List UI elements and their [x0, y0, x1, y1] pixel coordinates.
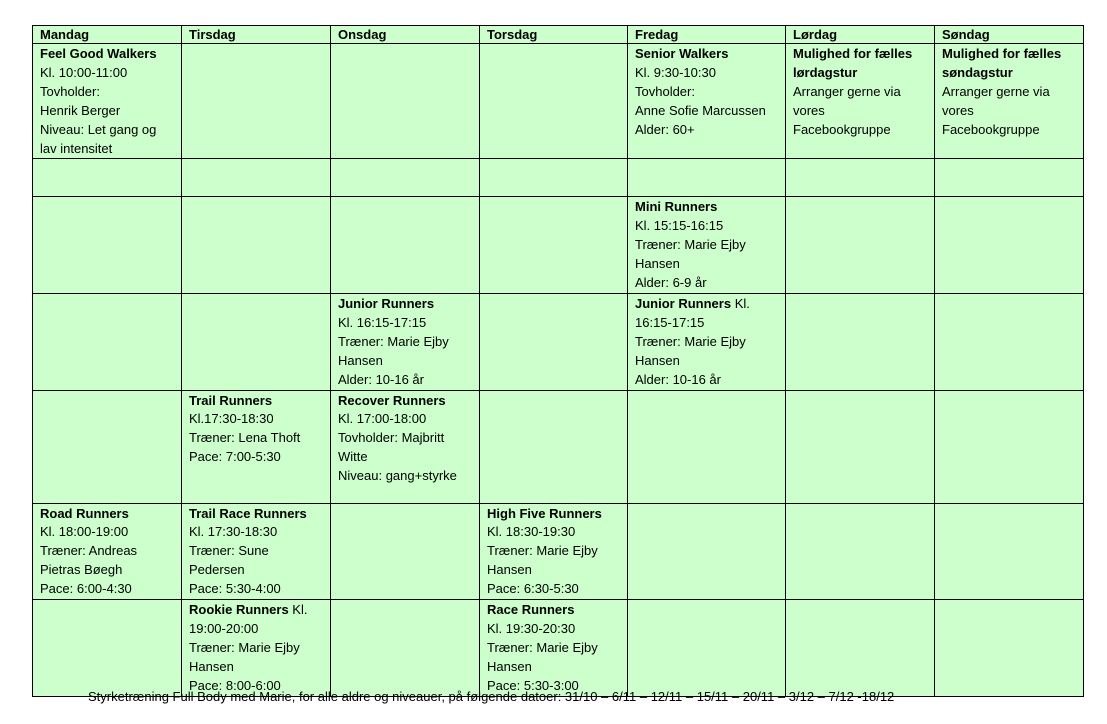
- empty-slot: [33, 197, 182, 294]
- session-detail: vores: [942, 102, 974, 118]
- empty-slot: [480, 44, 628, 159]
- empty-slot: [33, 600, 182, 697]
- session-detail: 19:00-20:00: [189, 620, 259, 636]
- session-title: Junior Runners: [338, 295, 435, 311]
- empty-slot: [628, 600, 786, 697]
- session-detail: Hansen: [487, 562, 532, 578]
- session-title-suffix: Kl.: [288, 602, 308, 618]
- session-detail: Træner: Marie Ejby: [487, 639, 598, 655]
- schedule-row: [33, 44, 1084, 159]
- session-detail: Henrik Berger: [40, 102, 121, 118]
- empty-slot: [935, 293, 1084, 390]
- session-title-line: [189, 601, 324, 620]
- session-detail: Kl. 10:00-11:00: [40, 64, 128, 80]
- session-detail: Pace: 8:00-6:00: [189, 677, 281, 693]
- session-title-line: [40, 505, 175, 524]
- empty-slot: [628, 503, 786, 600]
- empty-slot: [331, 44, 480, 159]
- empty-slot: [935, 159, 1084, 197]
- session-detail: Tovholder:: [40, 83, 100, 99]
- empty-slot: [786, 293, 935, 390]
- day-header-friday: Fredag: [628, 26, 786, 44]
- session-detail: Alder: 10-16 år: [338, 371, 424, 387]
- session-title: lørdagstur: [793, 64, 858, 80]
- empty-slot: [33, 390, 182, 503]
- day-header-monday: Mandag: [33, 26, 182, 44]
- session-cell: [182, 390, 331, 503]
- empty-slot: [935, 390, 1084, 503]
- session-detail: Kl. 16:15-17:15: [338, 314, 427, 330]
- session-detail: Hansen: [338, 352, 383, 368]
- session-title: High Five Runners: [487, 505, 602, 521]
- session-detail: Facebookgruppe: [942, 121, 1040, 137]
- session-detail: vores: [793, 102, 825, 118]
- session-title-line: [189, 505, 324, 524]
- empty-slot: [480, 159, 628, 197]
- session-title-suffix: Kl.: [731, 295, 750, 311]
- session-title-line: [635, 295, 779, 314]
- session-detail: Kl. 18:30-19:30: [487, 524, 576, 540]
- empty-slot: [935, 600, 1084, 697]
- schedule-row: [33, 600, 1084, 697]
- session-detail: Alder: 6-9 år: [635, 275, 707, 291]
- schedule-row: [33, 197, 1084, 294]
- session-detail: Træner: Andreas: [40, 543, 138, 559]
- session-cell: [33, 44, 182, 159]
- session-detail: Træner: Sune: [189, 543, 269, 559]
- session-detail: Anne Sofie Marcussen: [635, 102, 766, 118]
- session-detail: Hansen: [487, 658, 532, 674]
- session-cell: [331, 390, 480, 503]
- session-detail: Hansen: [189, 658, 234, 674]
- strength-training-note: Styrketræning Full Body med Marie, for alle aldre og niveauer, på følgende datoer: 31/10 – 6/11 – 12/11 – 15/11 – 20/11 – 3/12 – 7/12 -18/12: [88, 689, 895, 704]
- empty-slot: [182, 197, 331, 294]
- session-title: Rookie Runners: [189, 602, 289, 618]
- empty-slot: [331, 503, 480, 600]
- session-title: Mulighed for fælles: [793, 46, 913, 61]
- empty-slot: [786, 503, 935, 600]
- session-cell: [33, 503, 182, 600]
- empty-slot: [628, 390, 786, 503]
- session-detail: Facebookgruppe: [793, 121, 891, 137]
- session-cell: [182, 503, 331, 600]
- session-detail: Pace: 5:30-4:00: [189, 581, 281, 597]
- session-detail: Niveau: Let gang og: [40, 121, 157, 137]
- empty-slot: [786, 197, 935, 294]
- session-detail: Træner: Marie Ejby: [487, 543, 598, 559]
- session-title-line: [338, 295, 473, 314]
- empty-slot: [33, 293, 182, 390]
- session-detail: Arranger gerne via: [942, 83, 1050, 99]
- day-header-saturday: Lørdag: [786, 26, 935, 44]
- day-header-wednesday: Onsdag: [331, 26, 480, 44]
- schedule-row: [33, 293, 1084, 390]
- day-header-tuesday: Tirsdag: [182, 26, 331, 44]
- session-detail: Kl. 15:15-16:15: [635, 218, 724, 234]
- session-title: Trail Runners: [189, 392, 273, 408]
- empty-slot: [331, 197, 480, 294]
- session-cell: [182, 600, 331, 697]
- session-detail: Kl.17:30-18:30: [189, 411, 274, 427]
- schedule-row: [33, 159, 1084, 197]
- session-detail: Tovholder:: [635, 83, 695, 99]
- empty-slot: [182, 44, 331, 159]
- session-cell: [786, 44, 935, 159]
- session-detail: Kl. 18:00-19:00: [40, 524, 129, 540]
- empty-slot: [480, 390, 628, 503]
- session-title-line: [189, 392, 324, 411]
- session-detail: Pace: 6:00-4:30: [40, 581, 132, 597]
- session-cell: [628, 197, 786, 294]
- session-cell: [331, 293, 480, 390]
- day-header-thursday: Torsdag: [480, 26, 628, 44]
- session-cell: [480, 503, 628, 600]
- session-detail: Witte: [338, 449, 368, 465]
- session-cell: [628, 44, 786, 159]
- session-title: Recover Runners: [338, 392, 446, 408]
- session-title-line: [487, 505, 621, 524]
- day-header-sunday: Søndag: [935, 26, 1084, 44]
- session-detail: Træner: Marie Ejby: [189, 639, 300, 655]
- empty-slot: [786, 390, 935, 503]
- empty-slot: [182, 159, 331, 197]
- session-title-line: [487, 601, 621, 620]
- session-detail: Træner: Marie Ejby: [635, 333, 746, 349]
- session-detail: Alder: 10-16 år: [635, 371, 721, 387]
- session-detail: Pietras Bøegh: [40, 562, 123, 578]
- session-title-line: [635, 198, 779, 217]
- session-detail: 16:15-17:15: [635, 314, 705, 330]
- session-detail: Arranger gerne via: [793, 83, 901, 99]
- empty-slot: [480, 293, 628, 390]
- session-cell: [480, 600, 628, 697]
- empty-slot: [935, 503, 1084, 600]
- session-detail: Tovholder: Majbritt: [338, 430, 445, 446]
- session-title: Road Runners: [40, 505, 129, 521]
- session-detail: Træner: Marie Ejby: [635, 237, 746, 253]
- session-title: Mulighed for fælles: [942, 46, 1062, 61]
- session-cell: [935, 44, 1084, 159]
- session-title: Race Runners: [487, 602, 575, 618]
- session-title: Trail Race Runners: [189, 505, 307, 521]
- session-title: Mini Runners: [635, 199, 718, 215]
- session-detail: Træner: Marie Ejby: [338, 333, 449, 349]
- empty-slot: [331, 600, 480, 697]
- session-detail: Kl. 9:30-10:30: [635, 64, 716, 80]
- session-title-line: [338, 392, 473, 411]
- empty-slot: [786, 600, 935, 697]
- empty-slot: [628, 159, 786, 197]
- training-schedule-table: [32, 25, 1084, 697]
- session-detail: Kl. 19:30-20:30: [487, 620, 576, 636]
- empty-slot: [182, 293, 331, 390]
- session-detail: Kl. 17:30-18:30: [189, 524, 278, 540]
- session-title: Junior Runners: [635, 295, 732, 311]
- session-detail: Pace: 5:30-3:00: [487, 677, 579, 693]
- session-title-line: [635, 45, 779, 64]
- session-detail: Alder: 60+: [635, 121, 695, 137]
- empty-slot: [480, 197, 628, 294]
- schedule-row: [33, 390, 1084, 503]
- session-title: Senior Walkers: [635, 46, 729, 61]
- session-title-line: [40, 45, 175, 64]
- empty-slot: [331, 159, 480, 197]
- schedule-row: [33, 503, 1084, 600]
- session-title: søndagstur: [942, 64, 1013, 80]
- session-detail: lav intensitet: [40, 140, 113, 156]
- empty-slot: [935, 197, 1084, 294]
- session-detail: Pedersen: [189, 562, 245, 578]
- day-header-row: [33, 26, 1084, 44]
- session-detail: Kl. 17:00-18:00: [338, 411, 427, 427]
- session-detail: Niveau: gang+styrke: [338, 468, 457, 484]
- session-cell: [628, 293, 786, 390]
- session-detail: Hansen: [635, 256, 680, 272]
- session-title: Feel Good Walkers: [40, 46, 157, 61]
- session-detail: Træner: Lena Thoft: [189, 430, 301, 446]
- session-detail: Pace: 6:30-5:30: [487, 581, 579, 597]
- empty-slot: [33, 159, 182, 197]
- session-detail: Pace: 7:00-5:30: [189, 449, 281, 465]
- empty-slot: [786, 159, 935, 197]
- session-detail: Hansen: [635, 352, 680, 368]
